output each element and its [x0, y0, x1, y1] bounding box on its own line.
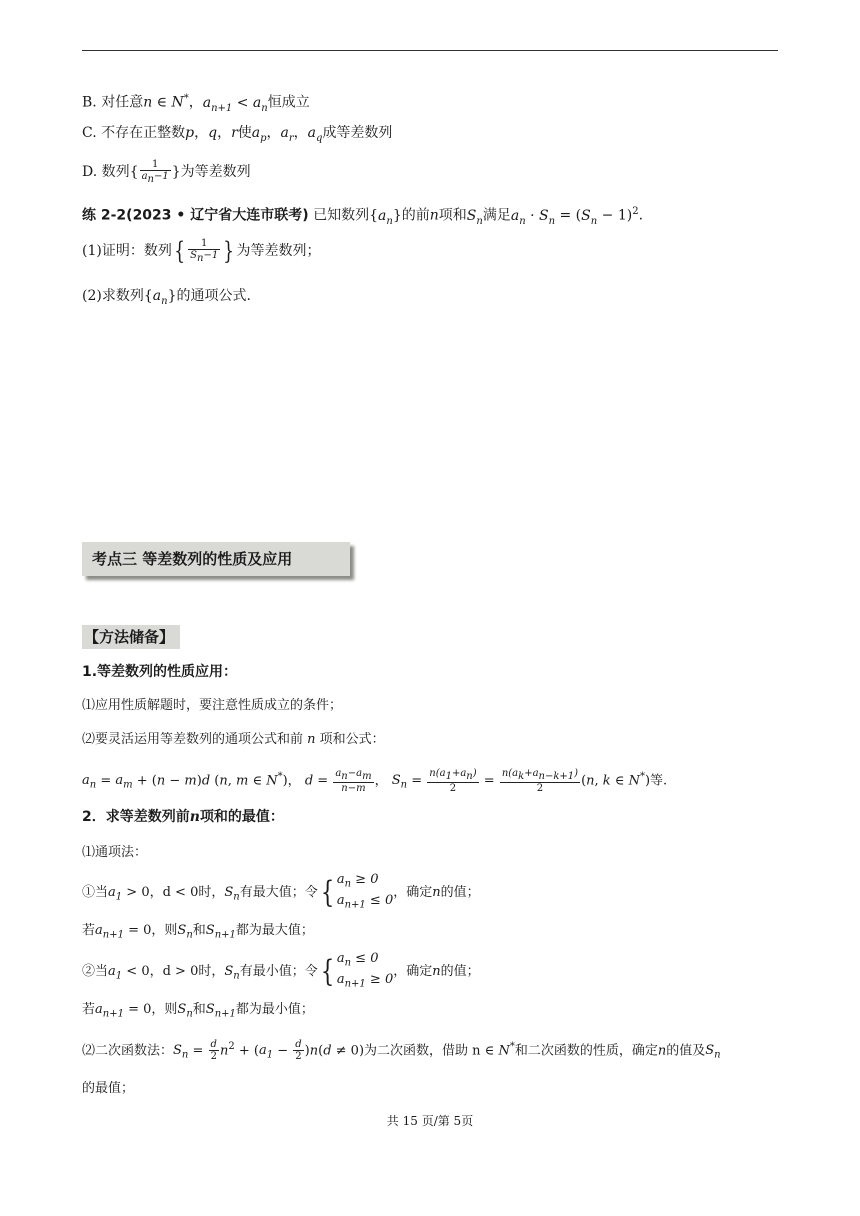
cases: $a_n \le 0$ $a_{n+1} \ge 0$ — [336, 951, 394, 990]
subsection-2-title: 2．求等差数列前n项和的最值： — [82, 809, 284, 825]
part-2-text-a: (2)求数列 — [82, 288, 144, 304]
section-title: 考点三 等差数列的性质及应用 — [82, 542, 350, 576]
option-d-text-2: 为等差数列 — [180, 164, 251, 180]
case-2-note-a: 若 — [82, 1002, 96, 1017]
case-1-note: 若$a_{n+1} = 0$，则$S_n$和$S_{n+1}$都为最大值； — [82, 923, 314, 941]
case-1-text-c: 有最大值；令 — [239, 885, 318, 901]
method-2-text-d: 的值及 — [666, 1043, 706, 1059]
case-2-text-e: 的值； — [440, 964, 480, 980]
math: $a_{n+1} < a_n$ — [202, 94, 268, 114]
case-2: ②当$a_1 < 0$，d > 0时，$S_n$有最小值；令{ $a_n \le 0$ $a_{n+1} \ge 0$ ，确定n的值； — [82, 951, 480, 995]
subsection-1-item-2: ⑵要灵活运用等差数列的通项公式和前 n 项和公式： — [82, 732, 385, 747]
case-1-note-c: 和 — [192, 923, 206, 938]
option-d-label: D. — [82, 164, 98, 180]
case-1-note-b: ，则 — [151, 923, 178, 938]
case-2-note-b: ，则 — [151, 1002, 178, 1017]
math: q — [208, 125, 218, 141]
fraction: $\frac{1}{a_n-1}$ — [141, 159, 169, 185]
subsection-1-title: 1.等差数列的性质应用： — [82, 664, 238, 680]
part-1-text-a: (1)证明：数列 — [82, 243, 172, 259]
option-c-label: C. — [82, 125, 97, 141]
subsection-1-item-1: ⑴应用性质解题时，要注意性质成立的条件； — [82, 698, 343, 713]
method-2-continued: 的最值； — [82, 1081, 135, 1096]
method-2-text-c: 和二次函数的性质，确定 — [514, 1043, 658, 1059]
method-title: 【方法储备】 — [82, 625, 180, 649]
case-1-text-d: ，确定 — [393, 885, 433, 901]
case-2-note-d: 都为最小值； — [235, 1002, 314, 1017]
fraction: $\frac{n(a_k+a_{n-k+1})}{2}$ — [501, 767, 579, 794]
case-1-text-b: 时， — [198, 885, 225, 901]
case-1-text-a: ①当 — [82, 885, 109, 901]
method-2: ⑵二次函数法：$S_n$ = $\frac{d}{2}$ $n^2 + (a_1$ − $\frac{d}{2}$ )n(d ≠ 0)为二次函数，借助 n ∈ N*和二次函数的性质，确定n的值及$S_n$ — [82, 1039, 721, 1063]
header-rule — [82, 50, 778, 51]
math: N — [171, 94, 184, 111]
case-1-note-a: 若 — [82, 923, 96, 938]
sub2-title-a: 2．求等差数列前 — [82, 809, 190, 825]
method-2-text-b: 为二次函数，借助 — [364, 1043, 469, 1059]
case-1-text-e: 的值； — [440, 885, 480, 901]
option-c-text-3: 成等差数列 — [322, 125, 393, 141]
option-b-text-1: 对任意 — [101, 94, 144, 111]
exercise-label: 练 2-2 — [82, 207, 127, 224]
exercise-statement: 练 2-2(2023 • 辽宁省大连市联考) 已知数列$\{a_n\}$的前n项和$S_n$满足$a_n \cdot S_n = (S_n - 1)^2$. — [82, 206, 644, 227]
case-2-text-b: 时， — [198, 964, 225, 980]
option-b-text-3: 恒成立 — [267, 94, 310, 111]
option-c-text-1: 不存在正整数 — [101, 125, 186, 141]
item-2-text-a: ⑵要灵活运用等差数列的通项公式和前 — [82, 732, 304, 747]
math: $a_p$ — [251, 125, 267, 144]
option-d: D. 数列{ $\frac{1}{a_n-1}$ }为等差数列 — [82, 159, 251, 185]
fraction: $\frac{d}{2}$ — [295, 1039, 302, 1063]
math: r — [231, 125, 238, 141]
exercise-text-4: 满足 — [482, 207, 511, 224]
case-2-text-d: ，确定 — [393, 964, 433, 980]
fraction: $\frac{n(a_1+a_n)}{2}$ — [429, 767, 477, 794]
math: n — [143, 94, 153, 111]
option-c-text-2: 使 — [237, 125, 252, 141]
exercise-source: (2023 • 辽宁省大连市联考) — [126, 207, 309, 224]
method-1-title: ⑴通项法： — [82, 845, 148, 860]
part-2-text-b: 的通项公式. — [176, 288, 251, 304]
method-2-text-a: ⑵二次函数法： — [82, 1043, 174, 1059]
case-2-text-c: 有最小值；令 — [239, 964, 318, 980]
item-2-text-b: 项和公式： — [319, 732, 385, 747]
case-1: ①当$a_1 > 0$，d < 0时，$S_n$有最大值；令{ $a_n \ge 0$ $a_{n+1} \le 0$ ，确定n的值； — [82, 872, 480, 916]
sub2-title-b: 项和的最值： — [199, 809, 284, 825]
fraction: $\frac{1}{S_n-1}$ — [190, 238, 219, 264]
part-1-text-b: 为等差数列； — [236, 243, 321, 259]
math: p — [185, 125, 195, 141]
case-2-note: 若$a_{n+1} = 0$，则$S_n$和$S_{n+1}$都为最小值； — [82, 1002, 314, 1020]
option-b-label: B. — [82, 94, 97, 111]
math: $a_r$ — [280, 125, 294, 144]
option-b-text-2: ， — [188, 94, 203, 111]
cases: $a_n \ge 0$ $a_{n+1} \le 0$ — [336, 872, 394, 911]
option-c: C. 不存在正整数p，q，r使$a_p$，$a_r$，$a_q$成等差数列 — [82, 125, 393, 144]
exercise-text-1: 已知数列 — [313, 207, 370, 224]
exercise-text-2: 的前 — [401, 207, 430, 224]
case-1-note-d: 都为最大值； — [235, 923, 314, 938]
exercise-text-3: 项和 — [438, 207, 467, 224]
case-2-note-c: 和 — [192, 1002, 206, 1017]
option-b: B. 对任意n ∈ N*，$a_{n+1} < a_n$恒成立 — [82, 93, 310, 114]
fraction: $\frac{d}{2}$ — [210, 1039, 217, 1063]
page-footer: 共 15 页/第 5页 — [386, 1114, 474, 1128]
fraction: $\frac{a_n-a_m}{n-m}$ — [335, 767, 372, 794]
exercise-part-1: (1)证明：数列{ $\frac{1}{S_n-1}$ } 为等差数列； — [82, 237, 321, 265]
formula-line: $a_n = a_m + (n - m)d$ (n, m ∈ N*)， d = $\frac{a_n-a_m}{n-m}$ ， $S_n$ = $\frac{n(a_1+a_n)}{2}$ = $\frac{n(a_k+a_{n-k+1})}{2}$ (n, k ∈ N*)等. — [82, 767, 668, 794]
case-2-text-a: ②当 — [82, 964, 109, 980]
math: $a_q$ — [307, 125, 323, 144]
formula-end: 等. — [650, 773, 668, 789]
option-d-text-1: 数列 — [101, 164, 130, 180]
exercise-part-2: (2)求数列$\{a_n\}$的通项公式. — [82, 288, 251, 307]
